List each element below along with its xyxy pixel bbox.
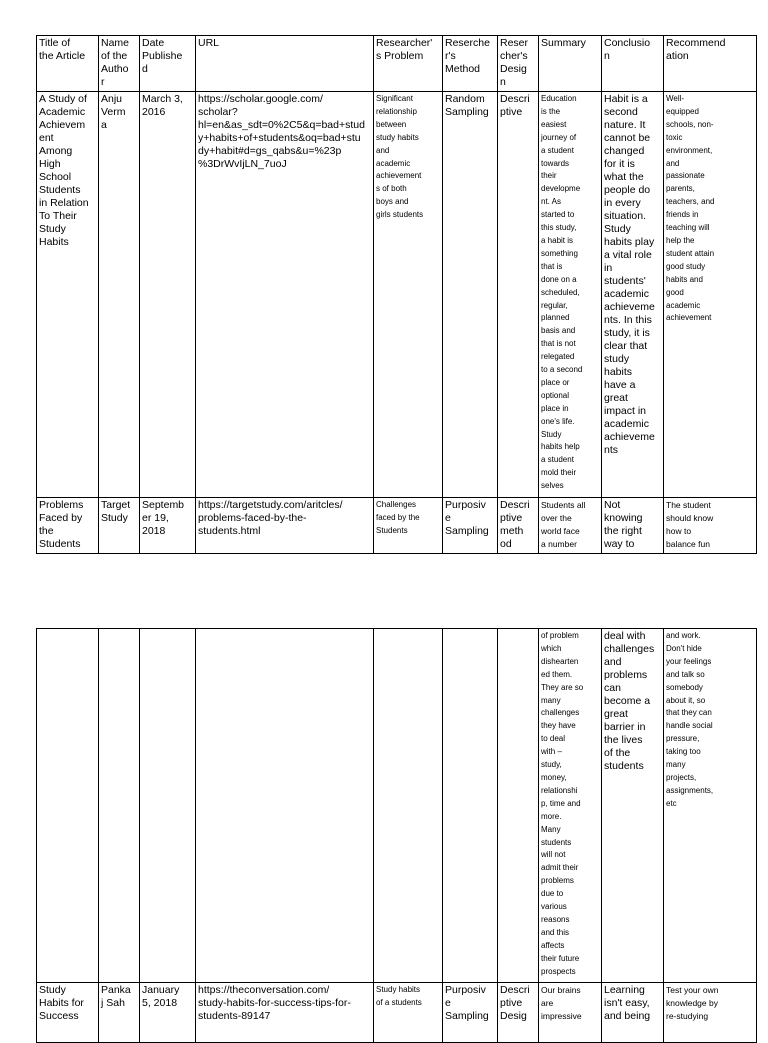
cell-design — [498, 629, 539, 983]
cell-url — [196, 629, 374, 983]
header-summary: Summary — [539, 36, 602, 92]
literature-table-continued — [36, 628, 757, 1043]
cell-url: https://scholar.google.com/ scholar? hl=en&as_sdt=0%2C5&q=bad+stud y+habits+of+students&oq=bad+stu dy+habit#d=gs_qabs&u=%23p %3DrWvIjLN_7uoJ — [196, 92, 374, 498]
cell-method: Random Sampling — [443, 92, 498, 498]
cell-summary: Our brains are impressive — [539, 983, 602, 1043]
cell-date — [140, 629, 196, 983]
header-problem: Researcher' s Problem — [374, 36, 443, 92]
cell-design: Descri ptive meth od — [498, 498, 539, 554]
header-author: Name of the Autho r — [99, 36, 140, 92]
cell-design: Descri ptive — [498, 92, 539, 498]
cell-recommendation: Well- equipped schools, non- toxic environment, and passionate parents, teachers, and friends in teaching will help the student attain good study habits and good academic achievement — [664, 92, 757, 498]
cell-summary: Students all over the world face a number — [539, 498, 602, 554]
cell-date: March 3, 2016 — [140, 92, 196, 498]
cell-recommendation: Test your own knowledge by re-studying — [664, 983, 757, 1043]
cell-method: Purposiv e Sampling — [443, 498, 498, 554]
cell-problem — [374, 629, 443, 983]
cell-problem: Study habits of a students — [374, 983, 443, 1043]
cell-recommendation: and work. Don't hide your feelings and talk so somebody about it, so that they can handle social pressure, taking too many projects, assignments, etc — [664, 629, 757, 983]
cell-url: https://targetstudy.com/aritcles/ problems-faced-by-the- students.html — [196, 498, 374, 554]
cell-problem: Challenges faced by the Students — [374, 498, 443, 554]
cell-design: Descri ptive Desig — [498, 983, 539, 1043]
cell-conclusion: Learning isn't easy, and being — [602, 983, 664, 1043]
header-design: Reser cher's Desig n — [498, 36, 539, 92]
table-row-continued — [37, 629, 757, 983]
cell-method: Purposiv e Sampling — [443, 983, 498, 1043]
cell-date: Septemb er 19, 2018 — [140, 498, 196, 554]
cell-summary: Education is the easiest journey of a student towards their developme nt. As started to this study, a habit is something that is done on a scheduled, regular, planned basis and that is not relegated to a second place or optional place in one's life. Study habits help a student mold their selves — [539, 92, 602, 498]
cell-title — [37, 629, 99, 983]
cell-author: Target Study — [99, 498, 140, 554]
cell-problem: Significant relationship between study habits and academic achievement s of both boys and girls students — [374, 92, 443, 498]
cell-title: Problems Faced by the Students — [37, 498, 99, 554]
cell-url: https://theconversation.com/ study-habits-for-success-tips-for- students-89147 — [196, 983, 374, 1043]
cell-recommendation: The student should know how to balance fun — [664, 498, 757, 554]
cell-conclusion: Habit is a second nature. It cannot be changed for it is what the people do in every situation. Study habits play a vital role in students' academic achieveme nts. In this study, it is clear that study habits have a great impact in academic achieveme nts — [602, 92, 664, 498]
cell-title: Study Habits for Success — [37, 983, 99, 1043]
cell-method — [443, 629, 498, 983]
cell-conclusion: Not knowing the right way to — [602, 498, 664, 554]
table-row — [37, 983, 757, 1043]
header-date: Date Publishe d — [140, 36, 196, 92]
cell-title: A Study of Academic Achievem ent Among High School Students in Relation To Their Study Habits — [37, 92, 99, 498]
cell-author: Anju Verm a — [99, 92, 140, 498]
cell-author — [99, 629, 140, 983]
header-title: Title of the Article — [37, 36, 99, 92]
cell-conclusion: deal with challenges and problems can become a great barrier in the lives of the students — [602, 629, 664, 983]
cell-date: January 5, 2018 — [140, 983, 196, 1043]
header-conclusion: Conclusio n — [602, 36, 664, 92]
header-url: URL — [196, 36, 374, 92]
header-method: Reserche r's Method — [443, 36, 498, 92]
cell-summary: of problem which dishearten ed them. They are so many challenges they have to deal with – study, money, relationshi p, time and more. Many students will not admit their problems due to various reasons and this affects their future prospects — [539, 629, 602, 983]
header-recommendation: Recommend ation — [664, 36, 757, 92]
cell-author: Panka j Sah — [99, 983, 140, 1043]
